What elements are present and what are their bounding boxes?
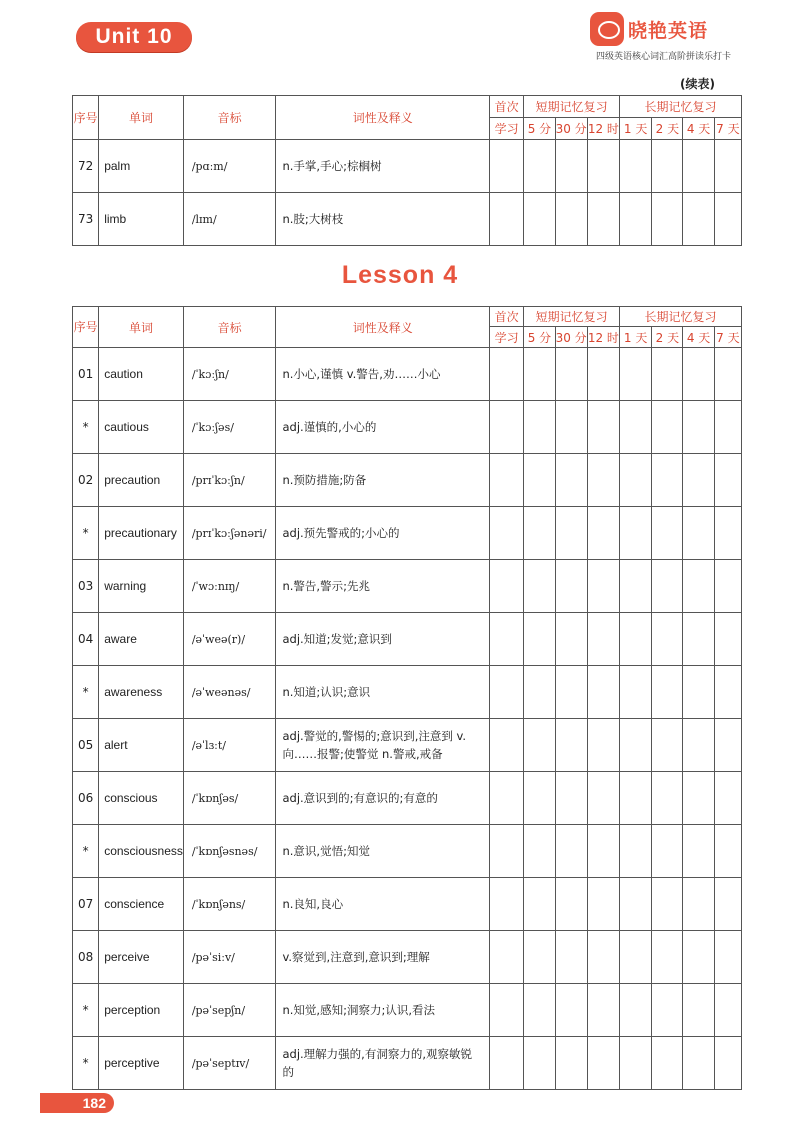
- col-phonetic-header: 音标: [183, 307, 276, 348]
- review-checkbox-cell[interactable]: [490, 560, 524, 613]
- word-cell: precaution: [99, 454, 184, 507]
- review-checkbox-cell[interactable]: [652, 348, 683, 401]
- review-checkbox-cell[interactable]: [490, 454, 524, 507]
- col-first-study-bottom: 学习: [490, 327, 524, 348]
- row-number: *: [73, 825, 99, 878]
- review-checkbox-cell[interactable]: [683, 454, 714, 507]
- row-number: 02: [73, 454, 99, 507]
- phonetic-cell: /prɪˈkɔːʃənəri/: [183, 507, 276, 560]
- col-interval-header: 7 天: [714, 327, 741, 348]
- col-interval-header: 4 天: [683, 327, 714, 348]
- review-checkbox-cell[interactable]: [490, 825, 524, 878]
- review-checkbox-cell[interactable]: [587, 931, 619, 984]
- review-checkbox-cell[interactable]: [555, 193, 587, 246]
- review-checkbox-cell[interactable]: [620, 401, 652, 454]
- review-checkbox-cell[interactable]: [620, 1037, 652, 1090]
- table-row: [73, 140, 742, 193]
- review-checkbox-cell[interactable]: [620, 772, 652, 825]
- word-cell: awareness: [99, 666, 184, 719]
- phonetic-cell: /pəˈsiːv/: [183, 931, 276, 984]
- review-checkbox-cell[interactable]: [490, 931, 524, 984]
- definition-cell: adj.理解力强的,有洞察力的,观察敏锐的: [276, 1037, 490, 1090]
- col-interval-header: 2 天: [652, 118, 683, 140]
- review-checkbox-cell[interactable]: [620, 454, 652, 507]
- word-cell: conscious: [99, 772, 184, 825]
- row-number: 01: [73, 348, 99, 401]
- review-checkbox-cell[interactable]: [652, 931, 683, 984]
- review-checkbox-cell[interactable]: [555, 719, 587, 772]
- review-checkbox-cell[interactable]: [524, 560, 555, 613]
- review-checkbox-cell[interactable]: [714, 454, 741, 507]
- brand-name: 晓艳英语: [628, 20, 709, 42]
- col-interval-header: 30 分: [555, 327, 587, 348]
- review-checkbox-cell[interactable]: [652, 140, 683, 193]
- review-checkbox-cell[interactable]: [714, 666, 741, 719]
- row-number: 08: [73, 931, 99, 984]
- table-row: [73, 772, 742, 825]
- col-interval-header: 4 天: [683, 118, 714, 140]
- phonetic-cell: /əˈweənəs/: [183, 666, 276, 719]
- definition-cell: adj.警觉的,警惕的;意识到,注意到 v.向……报警;使警觉 n.警戒,戒备: [276, 719, 490, 772]
- review-checkbox-cell[interactable]: [555, 1037, 587, 1090]
- review-checkbox-cell[interactable]: [524, 719, 555, 772]
- review-checkbox-cell[interactable]: [555, 613, 587, 666]
- definition-cell: adj.谨慎的,小心的: [276, 401, 490, 454]
- col-seq-header: 序号: [73, 307, 99, 348]
- table-row: [73, 193, 742, 246]
- review-checkbox-cell[interactable]: [620, 560, 652, 613]
- review-checkbox-cell[interactable]: [714, 193, 741, 246]
- review-checkbox-cell[interactable]: [652, 878, 683, 931]
- review-checkbox-cell[interactable]: [620, 984, 652, 1037]
- col-interval-header: 12 时: [587, 118, 619, 140]
- review-checkbox-cell[interactable]: [555, 348, 587, 401]
- brand-logo-icon: [590, 12, 624, 46]
- review-checkbox-cell[interactable]: [587, 719, 619, 772]
- review-checkbox-cell[interactable]: [555, 984, 587, 1037]
- review-checkbox-cell[interactable]: [620, 613, 652, 666]
- review-checkbox-cell[interactable]: [652, 772, 683, 825]
- review-checkbox-cell[interactable]: [683, 401, 714, 454]
- review-checkbox-cell[interactable]: [555, 140, 587, 193]
- review-checkbox-cell[interactable]: [587, 560, 619, 613]
- table-row: [73, 984, 742, 1037]
- review-checkbox-cell[interactable]: [714, 560, 741, 613]
- definition-cell: adj.知道;发觉;意识到: [276, 613, 490, 666]
- review-checkbox-cell[interactable]: [683, 719, 714, 772]
- col-short-term-header: 短期记忆复习: [524, 307, 620, 327]
- review-checkbox-cell[interactable]: [714, 140, 741, 193]
- review-checkbox-cell[interactable]: [587, 666, 619, 719]
- review-checkbox-cell[interactable]: [524, 772, 555, 825]
- review-checkbox-cell[interactable]: [490, 984, 524, 1037]
- review-checkbox-cell[interactable]: [652, 401, 683, 454]
- table-row: [73, 560, 742, 613]
- review-checkbox-cell[interactable]: [714, 878, 741, 931]
- review-checkbox-cell[interactable]: [555, 401, 587, 454]
- definition-cell: n.小心,谨慎 v.警告,劝……小心: [276, 348, 490, 401]
- phonetic-cell: /ˈwɔːnɪŋ/: [183, 560, 276, 613]
- review-checkbox-cell[interactable]: [652, 719, 683, 772]
- review-checkbox-cell[interactable]: [714, 507, 741, 560]
- review-checkbox-cell[interactable]: [587, 772, 619, 825]
- definition-cell: adj.意识到的;有意识的;有意的: [276, 772, 490, 825]
- review-checkbox-cell[interactable]: [587, 193, 619, 246]
- review-checkbox-cell[interactable]: [524, 613, 555, 666]
- review-checkbox-cell[interactable]: [490, 666, 524, 719]
- col-interval-header: 5 分: [524, 327, 555, 348]
- review-checkbox-cell[interactable]: [714, 772, 741, 825]
- phonetic-cell: /əˈlɜːt/: [183, 719, 276, 772]
- table-row: [73, 507, 742, 560]
- review-checkbox-cell[interactable]: [683, 984, 714, 1037]
- phonetic-cell: /lɪm/: [183, 193, 276, 246]
- review-checkbox-cell[interactable]: [620, 666, 652, 719]
- row-number: 06: [73, 772, 99, 825]
- review-checkbox-cell[interactable]: [683, 1037, 714, 1090]
- review-checkbox-cell[interactable]: [587, 825, 619, 878]
- definition-cell: n.警告,警示;先兆: [276, 560, 490, 613]
- review-checkbox-cell[interactable]: [490, 719, 524, 772]
- review-checkbox-cell[interactable]: [714, 984, 741, 1037]
- definition-cell: n.意识,觉悟;知觉: [276, 825, 490, 878]
- review-checkbox-cell[interactable]: [714, 719, 741, 772]
- review-checkbox-cell[interactable]: [683, 140, 714, 193]
- review-checkbox-cell[interactable]: [555, 454, 587, 507]
- col-interval-header: 1 天: [620, 327, 652, 348]
- col-seq-header: 序号: [73, 96, 99, 140]
- review-checkbox-cell[interactable]: [524, 1037, 555, 1090]
- review-checkbox-cell[interactable]: [524, 348, 555, 401]
- review-checkbox-cell[interactable]: [587, 878, 619, 931]
- review-checkbox-cell[interactable]: [714, 825, 741, 878]
- definition-cell: v.察觉到,注意到,意识到;理解: [276, 931, 490, 984]
- col-first-study-top: 首次: [490, 307, 524, 327]
- word-cell: aware: [99, 613, 184, 666]
- col-long-term-header: 长期记忆复习: [620, 96, 742, 118]
- review-checkbox-cell[interactable]: [490, 1037, 524, 1090]
- phonetic-cell: /ˈkɔːʃn/: [183, 348, 276, 401]
- word-cell: cautious: [99, 401, 184, 454]
- table-row: [73, 719, 742, 772]
- review-checkbox-cell[interactable]: [620, 193, 652, 246]
- review-checkbox-cell[interactable]: [524, 193, 555, 246]
- definition-cell: n.良知,良心: [276, 878, 490, 931]
- row-number: *: [73, 666, 99, 719]
- review-checkbox-cell[interactable]: [490, 878, 524, 931]
- review-checkbox-cell[interactable]: [524, 878, 555, 931]
- review-checkbox-cell[interactable]: [490, 507, 524, 560]
- word-cell: palm: [99, 140, 184, 193]
- lesson-title: Lesson 4: [341, 261, 459, 289]
- col-interval-header: 1 天: [620, 118, 652, 140]
- review-checkbox-cell[interactable]: [620, 931, 652, 984]
- word-cell: warning: [99, 560, 184, 613]
- brand: [590, 12, 740, 64]
- review-checkbox-cell[interactable]: [587, 401, 619, 454]
- phonetic-cell: /pəˈseptɪv/: [183, 1037, 276, 1090]
- row-number: 05: [73, 719, 99, 772]
- review-checkbox-cell[interactable]: [555, 931, 587, 984]
- brand-tagline: 四级英语核心词汇高阶拼读乐打卡: [596, 52, 732, 62]
- table-row: [73, 931, 742, 984]
- phonetic-cell: /pəˈsepʃn/: [183, 984, 276, 1037]
- col-word-header: 单词: [99, 96, 184, 140]
- review-checkbox-cell[interactable]: [555, 666, 587, 719]
- review-checkbox-cell[interactable]: [490, 348, 524, 401]
- col-long-term-header: 长期记忆复习: [620, 307, 742, 327]
- phonetic-cell: /əˈweə(r)/: [183, 613, 276, 666]
- table-row: [73, 613, 742, 666]
- review-checkbox-cell[interactable]: [620, 348, 652, 401]
- row-number: 03: [73, 560, 99, 613]
- review-checkbox-cell[interactable]: [714, 931, 741, 984]
- review-checkbox-cell[interactable]: [652, 454, 683, 507]
- table-row: [73, 348, 742, 401]
- review-checkbox-cell[interactable]: [683, 507, 714, 560]
- word-cell: caution: [99, 348, 184, 401]
- word-cell: consciousness: [99, 825, 184, 878]
- row-number: *: [73, 507, 99, 560]
- continued-label: (续表): [680, 77, 715, 91]
- review-checkbox-cell[interactable]: [555, 560, 587, 613]
- review-checkbox-cell[interactable]: [524, 401, 555, 454]
- word-cell: precautionary: [99, 507, 184, 560]
- col-definition-header: 词性及释义: [276, 96, 490, 140]
- review-checkbox-cell[interactable]: [587, 454, 619, 507]
- col-word-header: 单词: [99, 307, 184, 348]
- col-interval-header: 5 分: [524, 118, 555, 140]
- review-checkbox-cell[interactable]: [490, 140, 524, 193]
- definition-cell: n.肢;大树枝: [276, 193, 490, 246]
- review-checkbox-cell[interactable]: [620, 878, 652, 931]
- unit-badge: Unit 10: [76, 22, 192, 52]
- row-number: *: [73, 1037, 99, 1090]
- review-checkbox-cell[interactable]: [652, 193, 683, 246]
- definition-cell: n.知道;认识;意识: [276, 666, 490, 719]
- lesson-vocab-table: [72, 306, 742, 1090]
- page-number: 182: [40, 1093, 114, 1113]
- review-checkbox-cell[interactable]: [524, 984, 555, 1037]
- review-checkbox-cell[interactable]: [524, 454, 555, 507]
- review-checkbox-cell[interactable]: [652, 666, 683, 719]
- col-interval-header: 30 分: [555, 118, 587, 140]
- word-cell: alert: [99, 719, 184, 772]
- definition-cell: n.预防措施;防备: [276, 454, 490, 507]
- word-cell: conscience: [99, 878, 184, 931]
- phonetic-cell: /prɪˈkɔːʃn/: [183, 454, 276, 507]
- review-checkbox-cell[interactable]: [714, 401, 741, 454]
- review-checkbox-cell[interactable]: [683, 193, 714, 246]
- row-number: *: [73, 984, 99, 1037]
- definition-cell: adj.预先警戒的;小心的: [276, 507, 490, 560]
- review-checkbox-cell[interactable]: [714, 613, 741, 666]
- review-checkbox-cell[interactable]: [714, 1037, 741, 1090]
- review-checkbox-cell[interactable]: [620, 507, 652, 560]
- review-checkbox-cell[interactable]: [490, 401, 524, 454]
- review-checkbox-cell[interactable]: [490, 613, 524, 666]
- col-interval-header: 2 天: [652, 327, 683, 348]
- review-checkbox-cell[interactable]: [490, 772, 524, 825]
- col-phonetic-header: 音标: [183, 96, 276, 140]
- review-checkbox-cell[interactable]: [555, 878, 587, 931]
- review-checkbox-cell[interactable]: [555, 507, 587, 560]
- review-checkbox-cell[interactable]: [587, 1037, 619, 1090]
- row-number: 07: [73, 878, 99, 931]
- review-checkbox-cell[interactable]: [652, 825, 683, 878]
- table-row: [73, 454, 742, 507]
- review-checkbox-cell[interactable]: [490, 193, 524, 246]
- review-checkbox-cell[interactable]: [683, 772, 714, 825]
- row-number: 73: [73, 193, 99, 246]
- review-checkbox-cell[interactable]: [652, 613, 683, 666]
- review-checkbox-cell[interactable]: [587, 613, 619, 666]
- review-checkbox-cell[interactable]: [587, 507, 619, 560]
- review-checkbox-cell[interactable]: [620, 825, 652, 878]
- review-checkbox-cell[interactable]: [652, 984, 683, 1037]
- row-number: 72: [73, 140, 99, 193]
- review-checkbox-cell[interactable]: [683, 560, 714, 613]
- definition-cell: n.手掌,手心;棕榈树: [276, 140, 490, 193]
- word-cell: limb: [99, 193, 184, 246]
- review-checkbox-cell[interactable]: [683, 825, 714, 878]
- review-checkbox-cell[interactable]: [652, 560, 683, 613]
- table-row: [73, 401, 742, 454]
- review-checkbox-cell[interactable]: [524, 140, 555, 193]
- table-row: [73, 878, 742, 931]
- phonetic-cell: /pɑːm/: [183, 140, 276, 193]
- review-checkbox-cell[interactable]: [524, 666, 555, 719]
- review-checkbox-cell[interactable]: [620, 719, 652, 772]
- review-checkbox-cell[interactable]: [587, 348, 619, 401]
- phonetic-cell: /ˈkɒnʃəs/: [183, 772, 276, 825]
- table-row: [73, 1037, 742, 1090]
- review-checkbox-cell[interactable]: [714, 348, 741, 401]
- table-row: [73, 666, 742, 719]
- review-checkbox-cell[interactable]: [587, 140, 619, 193]
- review-checkbox-cell[interactable]: [555, 772, 587, 825]
- col-short-term-header: 短期记忆复习: [524, 96, 620, 118]
- review-checkbox-cell[interactable]: [652, 507, 683, 560]
- word-cell: perceptive: [99, 1037, 184, 1090]
- col-first-study-bottom: 学习: [490, 118, 524, 140]
- col-first-study-top: 首次: [490, 96, 524, 118]
- definition-cell: n.知觉,感知;洞察力;认识,看法: [276, 984, 490, 1037]
- review-checkbox-cell[interactable]: [524, 507, 555, 560]
- continued-vocab-table: [72, 95, 742, 246]
- col-interval-header: 7 天: [714, 118, 741, 140]
- review-checkbox-cell[interactable]: [683, 931, 714, 984]
- review-checkbox-cell[interactable]: [524, 931, 555, 984]
- review-checkbox-cell[interactable]: [620, 140, 652, 193]
- word-cell: perceive: [99, 931, 184, 984]
- review-checkbox-cell[interactable]: [524, 825, 555, 878]
- table-row: [73, 825, 742, 878]
- word-cell: perception: [99, 984, 184, 1037]
- review-checkbox-cell[interactable]: [683, 348, 714, 401]
- row-number: *: [73, 401, 99, 454]
- col-interval-header: 12 时: [587, 327, 619, 348]
- review-checkbox-cell[interactable]: [587, 984, 619, 1037]
- col-definition-header: 词性及释义: [276, 307, 490, 348]
- review-checkbox-cell[interactable]: [683, 666, 714, 719]
- review-checkbox-cell[interactable]: [683, 613, 714, 666]
- row-number: 04: [73, 613, 99, 666]
- review-checkbox-cell[interactable]: [555, 825, 587, 878]
- phonetic-cell: /ˈkɔːʃəs/: [183, 401, 276, 454]
- review-checkbox-cell[interactable]: [652, 1037, 683, 1090]
- review-checkbox-cell[interactable]: [683, 878, 714, 931]
- phonetic-cell: /ˈkɒnʃəsnəs/: [183, 825, 276, 878]
- phonetic-cell: /ˈkɒnʃəns/: [183, 878, 276, 931]
